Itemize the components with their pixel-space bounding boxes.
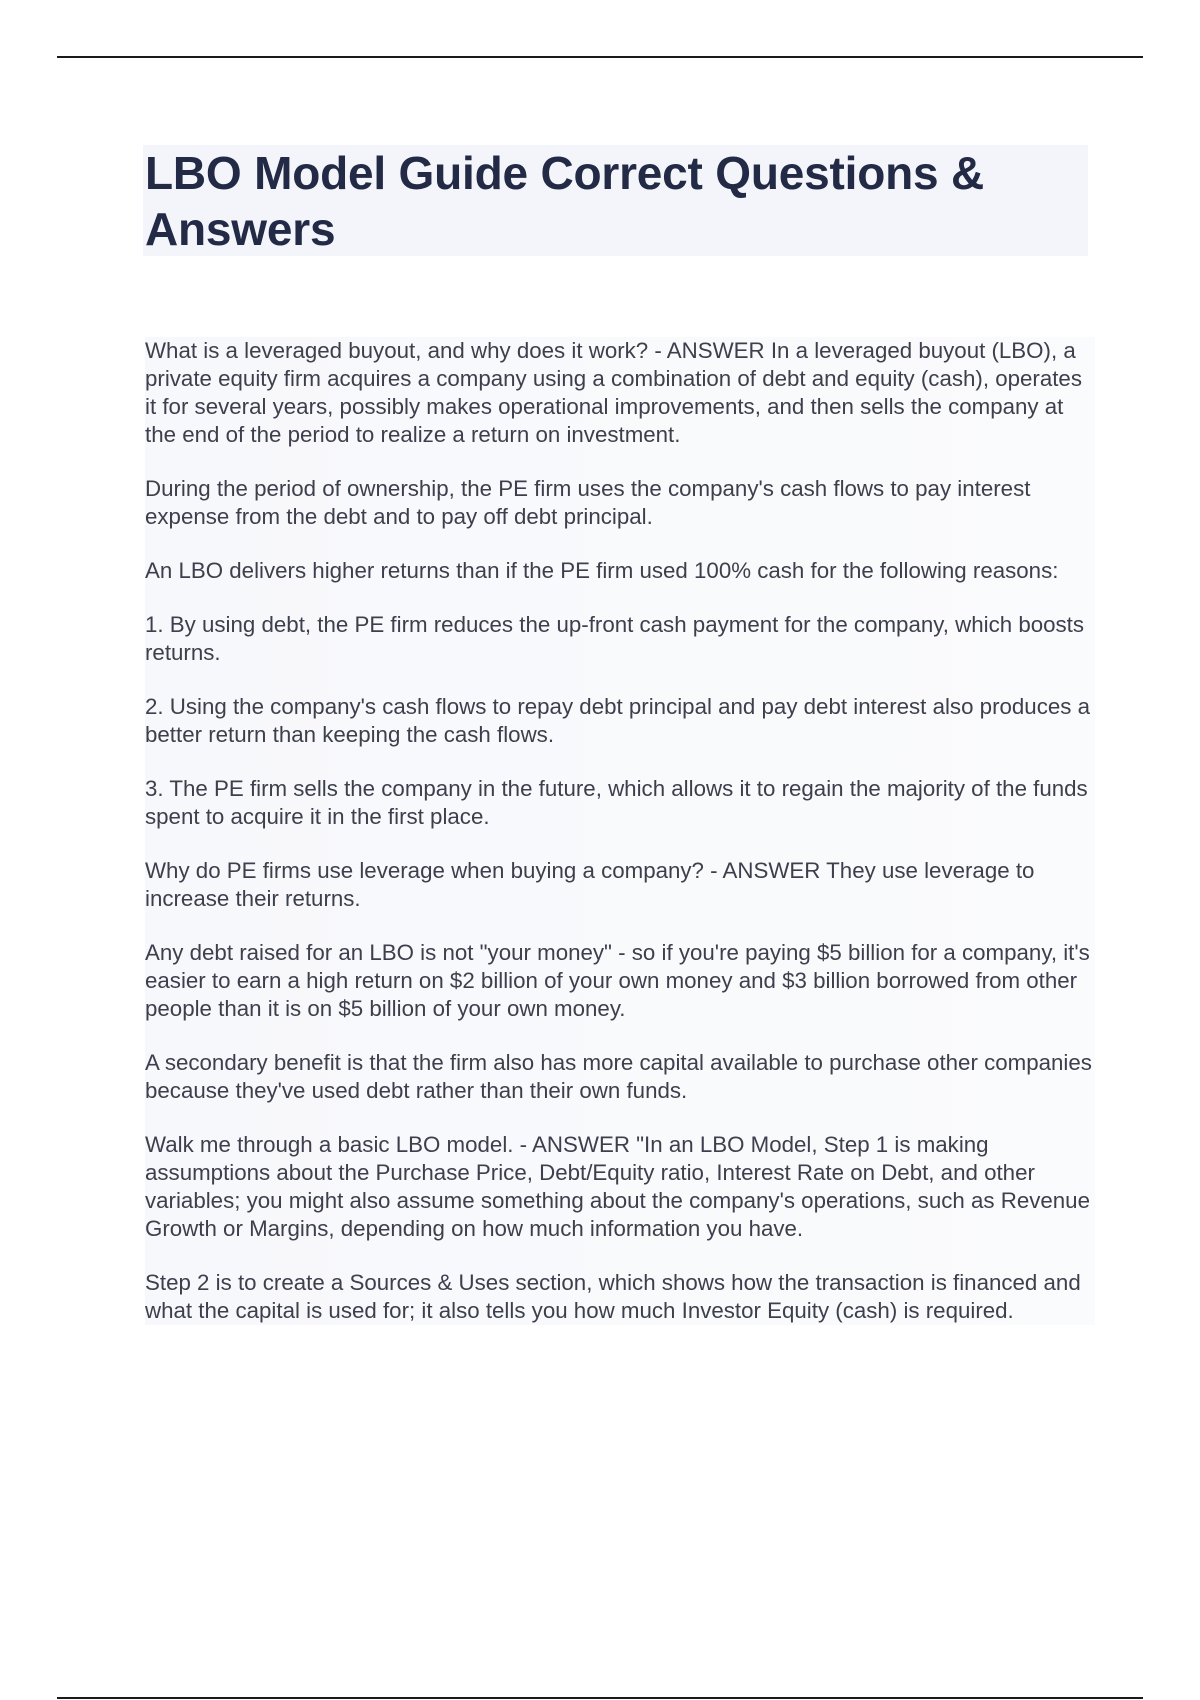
top-rule [57,56,1143,58]
paragraph-5: 2. Using the company's cash flows to repay debt principal and pay debt interest also produces a better return than keeping the cash flows. [145,694,1090,747]
paragraph-3: An LBO delivers higher returns than if the PE firm used 100% cash for the following reasons: [145,558,1059,583]
paragraph-2: During the period of ownership, the PE firm uses the company's cash flows to pay interest expense from the debt and to pay off debt principal. [145,476,1031,529]
document-title: LBO Model Guide Correct Questions & Answers [145,147,984,255]
paragraph-11: Step 2 is to create a Sources & Uses section, which shows how the transaction is financed and what the capital is used for; it also tells you how much Investor Equity (cash) is required. [145,1270,1081,1323]
paragraph-4: 1. By using debt, the PE firm reduces the up-front cash payment for the company, which boosts returns. [145,612,1085,665]
paragraph-6: 3. The PE firm sells the company in the future, which allows it to regain the majority of the funds spent to acquire it in the first place. [145,776,1088,829]
title-block [143,145,1088,256]
paragraph-9: A secondary benefit is that the firm also has more capital available to purchase other companies because they've used debt rather than their own funds. [145,1050,1092,1103]
document-body [145,337,1095,1325]
paragraph-8: Any debt raised for an LBO is not "your money" - so if you're paying $5 billion for a company, it's easier to earn a high return on $2 billion of your own money and $3 billion borrowed from other people than it is on $5 billion of your own money. [145,940,1090,1021]
paragraph-10: Walk me through a basic LBO model. - ANSWER "In an LBO Model, Step 1 is making assumptions about the Purchase Price, Debt/Equity ratio, Interest Rate on Debt, and other variables; you might also assume something about the company's operations, such as Revenue Growth or Margins, depending on how much information you have. [145,1132,1090,1241]
paragraph-7: Why do PE firms use leverage when buying a company? - ANSWER They use leverage to increase their returns. [145,858,1035,911]
bottom-rule [57,1697,1143,1699]
paragraph-1: What is a leveraged buyout, and why does it work? - ANSWER In a leveraged buyout (LBO), a private equity firm acquires a company using a combination of debt and equity (cash), operates it for several years, possibly makes operational improvements, and then sells the company at the end of the period to realize a return on investment. [145,338,1082,447]
